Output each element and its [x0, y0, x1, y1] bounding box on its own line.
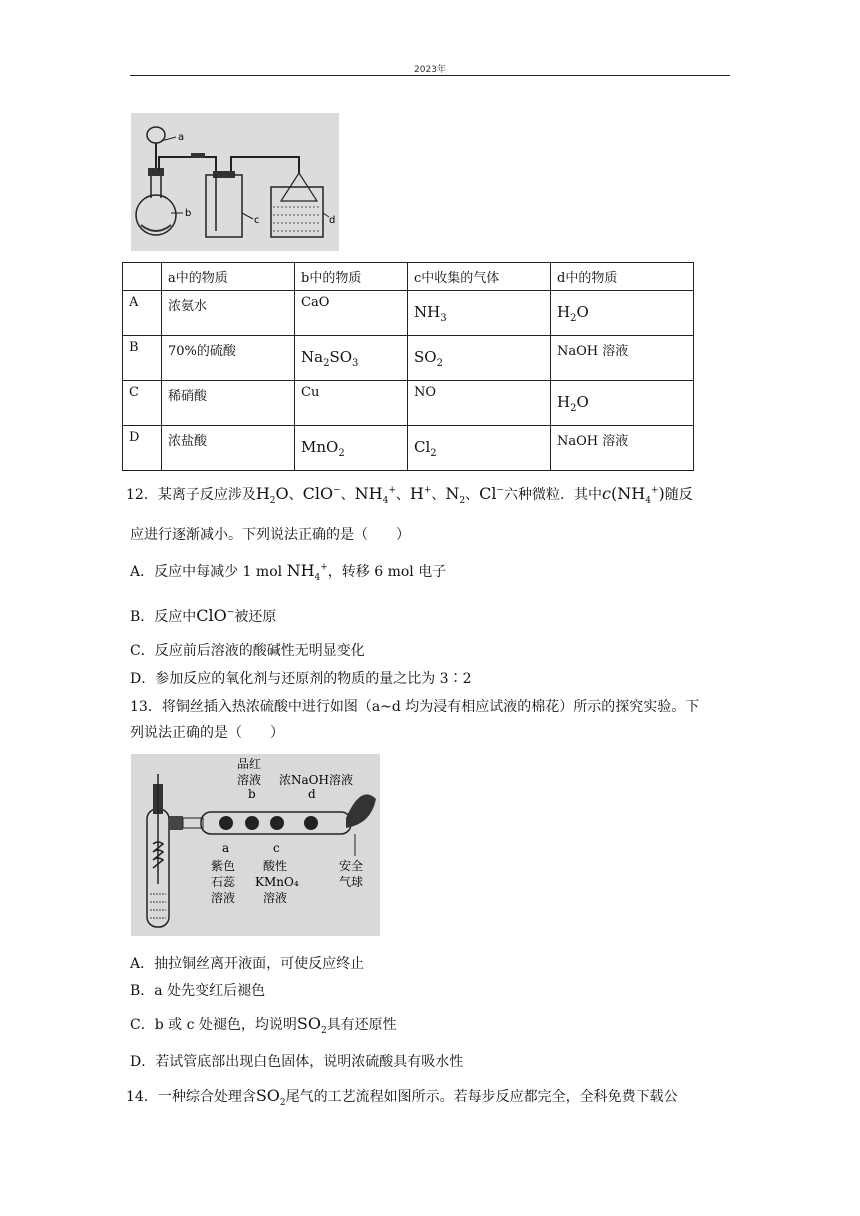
fig2-label: 酸性: [263, 859, 288, 873]
fig2-label: 紫色: [211, 859, 236, 873]
fig2-label: b: [248, 787, 256, 801]
q13-stem-line1: 13．将铜丝插入热浓硫酸中进行如图（a~d 均为浸有相应试液的棉花）所示的探究实验。下: [130, 699, 700, 715]
label-a: a: [178, 132, 185, 143]
cell-c: $NH_3$: [408, 291, 551, 336]
cell-a: 70%的硫酸: [162, 336, 295, 381]
row-key: B: [123, 336, 162, 381]
cell-d: $H_2O$: [551, 291, 694, 336]
label-c: c: [254, 215, 260, 226]
fig2-label: d: [308, 787, 316, 801]
page-header: 2023年: [414, 65, 446, 75]
q13-option-b: B．a 处先变红后褪色: [130, 983, 266, 999]
fig2-label: 溶液: [263, 891, 288, 905]
cell-d: NaOH 溶液: [551, 426, 694, 471]
q13-stem-line2: 列说法正确的是（ ）: [130, 725, 284, 741]
q12-option-c: C．反应前后溶液的酸碱性无明显变化: [130, 643, 365, 659]
cell-b: Cu: [295, 381, 408, 426]
header-rule: [130, 75, 730, 76]
table-row: [123, 381, 694, 426]
table-row: [123, 291, 694, 336]
fig2-label: KMnO₄: [255, 875, 299, 889]
cell-b: $Na_2SO_3$: [295, 336, 408, 381]
cell-c: $Cl_2$: [408, 426, 551, 471]
q12-stem-line2: 应进行逐渐减小。下列说法正确的是（ ）: [130, 527, 410, 543]
table-header-cell: a中的物质: [162, 263, 295, 291]
cell-d: NaOH 溶液: [551, 336, 694, 381]
q11-table: [122, 262, 694, 471]
fig2-label: 气球: [339, 875, 364, 889]
cell-b: CaO: [295, 291, 408, 336]
fig2-label: 品红: [237, 757, 262, 771]
cell-d: $H_2O$: [551, 381, 694, 426]
cell-b: MnO$_2$: [295, 426, 408, 471]
cell-a: 稀硝酸: [162, 381, 295, 426]
cell-c: NO: [408, 381, 551, 426]
q12-stem-line1: 12．某离子反应涉及$H_2O$、ClO−、$NH_4^+$、H+、$N_2$、Cl−六种微粒．其中$c(NH_4^+)$随反: [126, 484, 693, 507]
table-row: [123, 426, 694, 471]
row-key: C: [123, 381, 162, 426]
fig2-label: 溶液: [237, 773, 262, 787]
q13-option-c: C．b 或 c 处褪色，均说明$SO_2$具有还原性: [130, 1014, 397, 1037]
fig2-label: a: [222, 841, 230, 855]
apparatus-figure-2: [131, 754, 380, 936]
table-header-cell: [123, 263, 162, 291]
fig2-label: 浓NaOH溶液: [279, 773, 353, 787]
table-row: [123, 336, 694, 381]
cell-c: $SO_2$: [408, 336, 551, 381]
q14-stem: 14．一种综合处理含$SO_2$尾气的工艺流程如图所示。若每步反应都完全，全科免费下载公: [126, 1086, 678, 1109]
table-header-cell: d中的物质: [551, 263, 694, 291]
cell-a: 浓盐酸: [162, 426, 295, 471]
q13-option-d: D．若试管底部出现白色固体，说明浓硫酸具有吸水性: [130, 1054, 464, 1070]
row-key: D: [123, 426, 162, 471]
fig2-label: 石蕊: [211, 875, 236, 889]
q12-option-b: B．反应中ClO−被还原: [130, 606, 277, 625]
fig2-label: 溶液: [211, 891, 236, 905]
table-header-cell: c中收集的气体: [408, 263, 551, 291]
label-b: b: [185, 208, 192, 219]
apparatus-figure-1: [131, 113, 339, 251]
q12-option-d: D．参加反应的氧化剂与还原剂的物质的量之比为 3∶2: [130, 671, 472, 687]
table-header-row: [123, 263, 694, 291]
fig2-label: c: [273, 841, 280, 855]
row-key: A: [123, 291, 162, 336]
label-d: d: [329, 215, 336, 226]
table-header-cell: b中的物质: [295, 263, 408, 291]
fig2-label: 安全: [339, 859, 364, 873]
q13-option-a: A．抽拉铜丝离开液面，可使反应终止: [130, 956, 365, 972]
cell-a: 浓氨水: [162, 291, 295, 336]
q12-option-a: A．反应中每减少 1 mol $NH_4^+$，转移 6 mol 电子: [130, 561, 447, 584]
